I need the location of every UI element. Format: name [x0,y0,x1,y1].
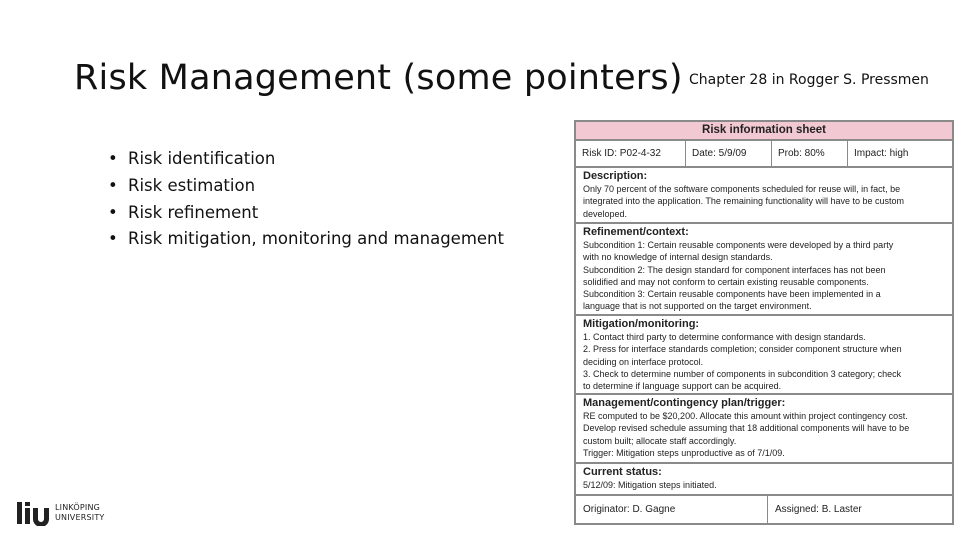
status-section: Current status: 5/12/09: Mitigation steps initiated. [576,464,952,496]
bullet-item: • Risk refinement [108,200,504,227]
sheet-meta-row [576,141,952,168]
bullet-dot-icon: • [108,149,118,168]
assigned: Assigned: B. Laster [775,504,862,515]
bullet-dot-icon: • [108,202,118,222]
sheet-header: Risk information sheet [576,122,952,141]
sheet-footer-row [576,496,952,523]
risk-impact: Impact: high [854,148,909,159]
slide-title: Risk Management (some pointers) [74,58,683,98]
mitigation-section: Mitigation/monitoring: 1. Contact third party to determine conformance with design standards. 2. Press for interface standards completion; consider component structure when deciding on interface protocol. 3. Check to determine number of components in subcondition 3 category; check to determine if language support can be acquired. [576,316,952,395]
bullet-dot-icon: • [108,175,118,195]
risk-date: Date: 5/9/09 [686,141,772,166]
refinement-section: Refinement/context: Subcondition 1: Certain reusable components were developed by a third party with no knowledge of internal design standards. Subcondition 2: The design standard for component interfaces has not been solidified and may not conform to certain existing reusable components. Subcondition 3: Certain reusable components have been implemented in a language that is not supported on the target environment. [576,224,952,316]
risk-probability: Prob: 80% [772,141,848,166]
bullet-item: • Risk mitigation, monitoring and management [108,226,504,253]
slide-subtitle: Chapter 28 in Rogger S. Pressmen [689,72,929,88]
section-heading: Mitigation/monitoring: [583,318,700,330]
university-name: LINKÖPING UNIVERSITY [55,503,105,522]
risk-id: Risk ID: P02-4-32 [576,141,686,166]
section-heading: Description: [583,170,648,182]
description-section: Description: Only 70 percent of the software components scheduled for reuse will, in fact, be integrated into the application. The remaining functionality will have to be custom developed. [576,168,952,224]
bullet-item: • Risk estimation [108,173,504,200]
university-logo-icon [16,500,52,526]
management-section: Management/contingency plan/trigger: RE computed to be $20,200. Allocate this amount within project contingency cost. Develop revised schedule assuming that 18 additional components will have to be custom built; allocate staff accordingly. Trigger: Mitigation steps unproductive as of 7/1/09. [576,395,952,464]
bullet-item: • Risk identification [108,146,504,173]
bullet-dot-icon: • [108,229,118,249]
section-heading: Refinement/context: [583,226,689,238]
bullet-list [108,146,504,253]
section-heading: Current status: [583,466,662,478]
risk-information-sheet [574,120,954,525]
originator: Originator: D. Gagne [576,496,768,523]
section-heading: Management/contingency plan/trigger: [583,397,786,409]
